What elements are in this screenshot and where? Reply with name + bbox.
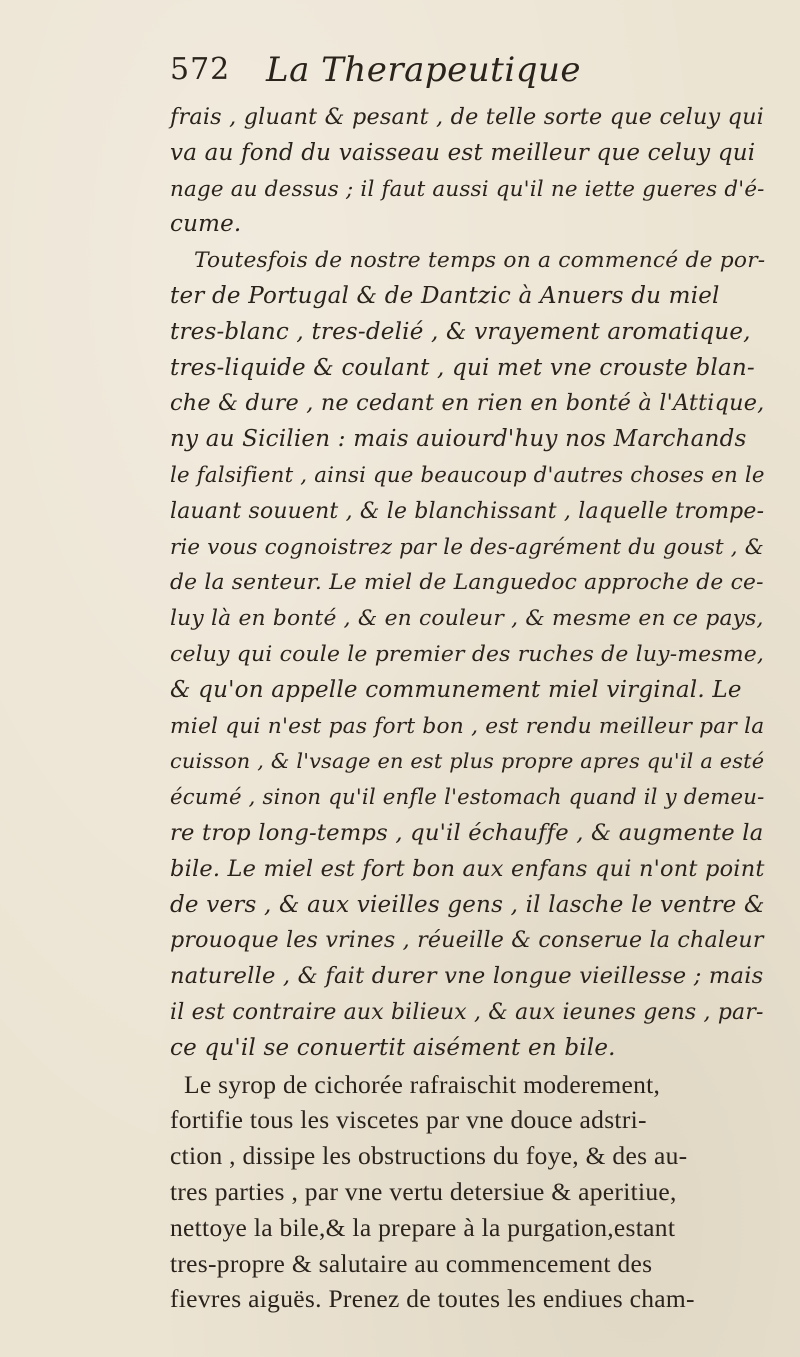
text-line: & qu'on appelle communement miel virginal. Le — [170, 676, 742, 703]
text-line: ny au Sicilien : mais auiourd'huy nos Marchands — [170, 426, 747, 453]
text-line: ter de Portugal & de Dantzic à Anuers du miel — [170, 282, 720, 309]
body-text — [170, 100, 770, 1317]
page-header — [170, 52, 730, 92]
page-number: 572 — [170, 52, 231, 87]
running-title: La Therapeutique — [266, 50, 581, 90]
text-line: le falsifient , ainsi que beaucoup d'autres choses en le — [170, 462, 765, 488]
text-line: che & dure , ne cedant en rien en bonté à l'Attique, — [170, 390, 765, 417]
text-line: cume. — [170, 211, 242, 238]
text-line: prouoque les vrines , réueille & conserue la chaleur — [170, 927, 764, 954]
text-line: va au fond du vaisseau est meilleur que celuy qui — [170, 139, 756, 166]
text-line: frais , gluant & pesant , de telle sorte que celuy qui — [170, 104, 764, 130]
text-line: tres-blanc , tres-delié , & vrayement aromatique, — [170, 318, 751, 345]
text-line: luy là en bonté , & en couleur , & mesme en ce pays, — [170, 606, 764, 632]
text-line: miel qui n'est pas fort bon , est rendu meilleur par la — [170, 713, 765, 739]
text-line: cuisson , & l'vsage en est plus propre apres qu'il a esté — [170, 749, 765, 774]
text-line: bile. Le miel est fort bon aux enfans qui n'ont point — [170, 855, 765, 882]
text-line: nettoye la bile,& la prepare à la purgation,estant — [170, 1212, 676, 1242]
text-line: lauant souuent , & le blanchissant , laquelle trompe- — [170, 498, 765, 524]
text-line: de la senteur. Le miel de Languedoc approche de ce- — [170, 570, 764, 596]
text-line: écumé , sinon qu'il enfle l'estomach quand il y demeu- — [170, 785, 765, 811]
text-line: fortifie tous les viscetes par vne douce adstri- — [170, 1105, 647, 1135]
text-line: Le syrop de cichorée rafraischit moderement, — [184, 1069, 661, 1099]
text-line: re trop long-temps , qu'il échauffe , & augmente la — [170, 819, 764, 846]
text-line: rie vous cognoistrez par le des-agrément du goust , & — [170, 534, 764, 560]
text-line: tres parties , par vne vertu detersiue & aperitiue, — [170, 1176, 677, 1206]
text-line: ce qu'il se conuertit aisément en bile. — [170, 1034, 616, 1061]
text-line: Toutesfois de nostre temps on a commencé de por- — [194, 248, 766, 274]
text-line: fievres aiguës. Prenez de toutes les endiues cham- — [170, 1284, 695, 1314]
text-line: celuy qui coule le premier des ruches de luy-mesme, — [170, 641, 765, 667]
text-line: tres-propre & salutaire au commencement des — [170, 1248, 653, 1278]
text-line: tres-liquide & coulant , qui met vne crouste blan- — [170, 354, 755, 381]
text-line: il est contraire aux bilieux , & aux ieunes gens , par- — [170, 999, 764, 1025]
text-line: de vers , & aux vieilles gens , il lasche le ventre & — [170, 891, 765, 918]
text-line: ction , dissipe les obstructions du foye, & des au- — [170, 1141, 688, 1171]
text-line: naturelle , & fait durer vne longue vieillesse ; mais — [170, 963, 764, 990]
text-line: nage au dessus ; il faut aussi qu'il ne iette gueres d'é- — [170, 176, 765, 202]
